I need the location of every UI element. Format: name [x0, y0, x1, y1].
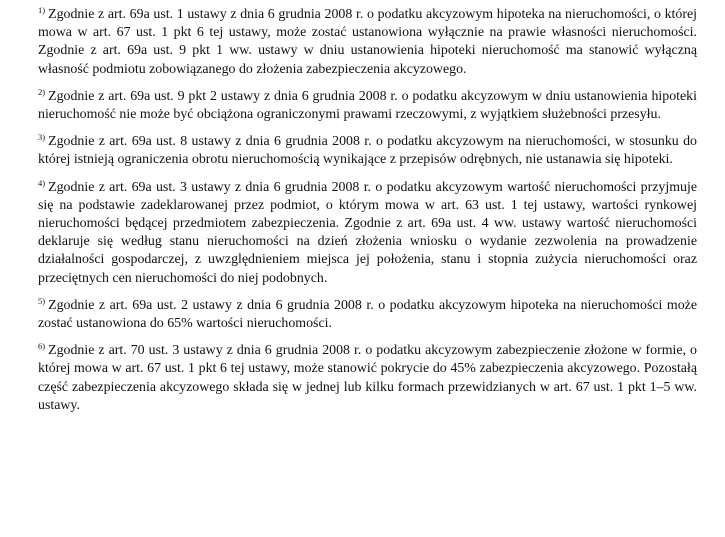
footnote-marker: 4) — [38, 177, 46, 188]
footnote-text: Zgodnie z art. 69a ust. 8 ustawy z dnia 6 grudnia 2008 r. o podatku akcyzowym na nieruchomości, w stosunku do której istnieją ograniczenia obrotu nieruchomością wynikające z przepisów odrębnych, nie ustanawia się hipoteki. — [38, 134, 697, 168]
footnote-marker: 3) — [38, 132, 46, 143]
footnote-text: Zgodnie z art. 70 ust. 3 ustawy z dnia 6 grudnia 2008 r. o podatku akcyzowym zabezpieczenie złożone w formie, o której mowa w art. 67 ust. 1 pkt 6 tej ustawy, może stanowić pokrycie do 45% zabezpieczenia akcyzowego. Pozostałą część zabezpieczenia akcyzowego składa się w jednej lub kilku formach przewidzianych w art. 67 ust. 1 pkt 1–5 ww. ustawy. — [38, 343, 697, 413]
footnote-marker: 6) — [38, 341, 46, 352]
footnote-3 — [38, 133, 697, 169]
footnote-5 — [38, 297, 697, 333]
footnote-1 — [38, 6, 697, 79]
footnote-marker: 2) — [38, 86, 46, 97]
footnote-text: Zgodnie z art. 69a ust. 3 ustawy z dnia 6 grudnia 2008 r. o podatku akcyzowym wartość nieruchomości przyjmuje się na podstawie zadeklarowanej przez podmiot, o którym mowa w art. 63 ust. 1 tej ustawy, wartości rynkowej nieruchomości będącej przedmiotem zabezpieczenia. Zgodnie z art. 69a ust. 4 ww. ustawy wartość nieruchomości deklaruje się według stanu nieruchomości na dzień złożenia wniosku o wydanie zezwolenia na prowadzenie działalności gospodarczej, z uwzględnieniem miejsca jej położenia, stanu i stopnia zużycia nieruchomości oraz przeciętnych cen nieruchomości do niej podobnych. — [38, 179, 697, 286]
footnote-6 — [38, 342, 697, 415]
footnote-marker: 1) — [38, 5, 46, 15]
footnote-marker: 5) — [38, 295, 46, 306]
footnote-2 — [38, 88, 697, 124]
footnote-text: Zgodnie z art. 69a ust. 9 pkt 2 ustawy z dnia 6 grudnia 2008 r. o podatku akcyzowym w dniu ustanowienia hipoteki nieruchomość nie może być obciążona ograniczonymi prawami rzeczowymi, z wyjątkiem służebności przesyłu. — [38, 88, 697, 123]
footnote-4 — [38, 179, 697, 288]
footnote-text: Zgodnie z art. 69a ust. 2 ustawy z dnia 6 grudnia 2008 r. o podatku akcyzowym hipoteka na nieruchomości może zostać ustanowiona do 65% wartości nieruchomości. — [38, 297, 697, 332]
footnote-text: Zgodnie z art. 69a ust. 1 ustawy z dnia 6 grudnia 2008 r. o podatku akcyzowym hipoteka na nieruchomości, o której mowa w art. 67 ust. 1 pkt 6 tej ustawy, może zostać ustanowiona wyłącznie na prawie własności nieruchomości. Zgodnie z art. 69a ust. 9 pkt 1 ww. ustawy w dniu ustanowienia hipoteki nieruchomość ma stanowić wyłączną własność podmiotu zobowiązanego do złożenia zabezpieczenia akcyzowego. — [38, 7, 697, 77]
